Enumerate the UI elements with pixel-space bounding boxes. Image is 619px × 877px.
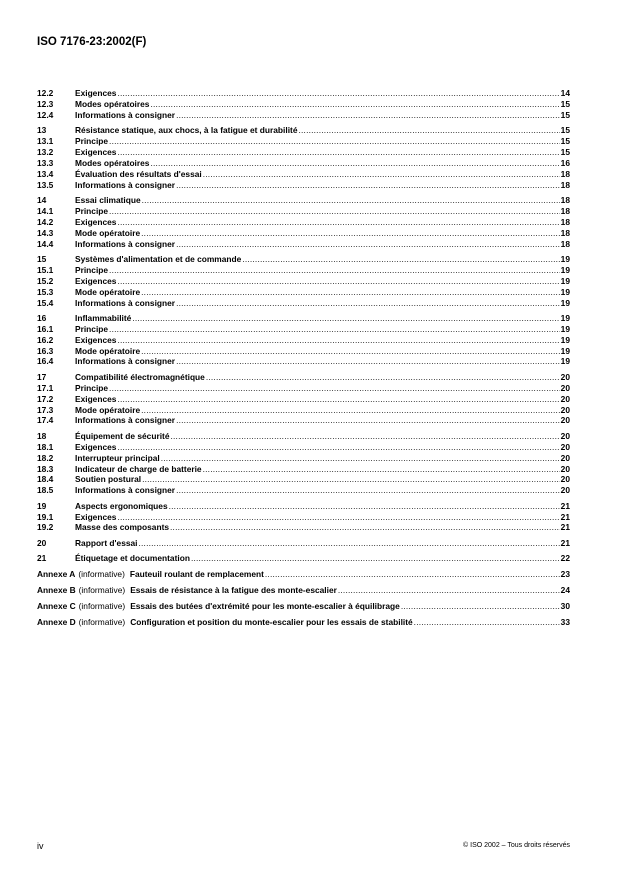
dot-leader	[117, 276, 559, 287]
toc-annex-entry[interactable]	[37, 617, 570, 628]
toc-entry-title: Exigences	[75, 88, 117, 98]
toc-entry-number: 13.2	[37, 146, 54, 157]
toc-entry-page: 16	[560, 157, 570, 168]
dot-leader	[338, 585, 560, 596]
toc-entry-page: 21	[560, 537, 570, 548]
toc-entry-title: Modes opératoires	[75, 157, 150, 168]
toc-entry-page: 19	[560, 334, 570, 345]
annex-page: 30	[560, 601, 570, 611]
toc-entry[interactable]	[37, 206, 570, 217]
toc-entry-title: Masse des composants	[75, 522, 170, 533]
dot-leader	[150, 99, 559, 110]
dot-leader	[203, 169, 560, 180]
toc-entry[interactable]	[37, 431, 570, 442]
dot-leader	[170, 431, 559, 442]
toc-entry-number: 18	[37, 430, 47, 441]
toc-entry[interactable]	[37, 265, 570, 276]
dot-leader	[176, 415, 560, 426]
toc-entry[interactable]	[37, 553, 570, 564]
dot-leader	[191, 553, 560, 564]
toc-entry-title: Mode opératoire	[75, 404, 141, 415]
toc-entry-number: 14.2	[37, 216, 54, 227]
toc-entry-number: 13.4	[37, 168, 54, 179]
toc-entry-number: 14.3	[37, 227, 54, 238]
toc-entry-title: Principe	[75, 136, 109, 147]
toc-entry-title: Exigences	[75, 146, 117, 157]
toc-entry[interactable]	[37, 239, 570, 250]
annex-title: Configuration et position du monte-escalier pour les essais de stabilité	[130, 617, 413, 628]
toc-entry-number: 17.4	[37, 415, 54, 426]
toc-entry-number: 16.3	[37, 345, 54, 356]
toc-entry[interactable]	[37, 442, 570, 453]
toc-entry[interactable]	[37, 195, 570, 206]
toc-entry[interactable]	[37, 324, 570, 335]
dot-leader	[109, 136, 560, 147]
toc-entry-page: 18	[560, 238, 570, 249]
toc-entry-number: 18.4	[37, 474, 54, 485]
toc-entry-page: 22	[560, 553, 570, 564]
toc-entry[interactable]	[37, 512, 570, 523]
toc-entry-title: Équipement de sécurité	[75, 430, 170, 441]
toc-entry[interactable]	[37, 453, 570, 464]
toc-entry-number: 18.5	[37, 485, 54, 496]
toc-entry[interactable]	[37, 125, 570, 136]
toc-entry-title: Exigences	[75, 216, 117, 227]
toc-entry[interactable]	[37, 254, 570, 265]
toc-entry-number: 18.3	[37, 463, 54, 474]
toc-entry-title: Informations à consigner	[75, 297, 176, 308]
toc-entry[interactable]	[37, 110, 570, 121]
toc-entry-number: 12.4	[37, 109, 54, 120]
toc-entry[interactable]	[37, 217, 570, 228]
toc-annex-entry[interactable]	[37, 601, 570, 612]
dot-leader	[117, 88, 559, 99]
toc-entry-title: Essai climatique	[75, 195, 141, 206]
toc-entry-number: 19	[37, 500, 47, 511]
toc-entry-page: 18	[560, 205, 570, 216]
toc-entry-page: 18	[560, 179, 570, 190]
toc-entry-page: 20	[560, 382, 570, 393]
toc-entry-title: Inflammabilité	[75, 312, 132, 323]
toc-entry-page: 20	[560, 393, 570, 404]
toc-entry-title: Informations à consigner	[75, 238, 176, 249]
toc-entry-page: 19	[560, 356, 570, 367]
toc-entry[interactable]	[37, 180, 570, 191]
toc-entry[interactable]	[37, 485, 570, 496]
annex-informative: (informative)	[78, 584, 126, 595]
annex-informative: (informative)	[78, 617, 126, 628]
toc-entry[interactable]	[37, 474, 570, 485]
toc-entry[interactable]	[37, 522, 570, 533]
toc-entry-title: Principe	[75, 382, 109, 393]
toc-entry-page: 20	[560, 404, 570, 415]
annex-page: 33	[560, 617, 570, 628]
dot-leader	[117, 147, 559, 158]
toc-entry-page: 15	[560, 146, 570, 157]
toc-entry-title: Modes opératoires	[75, 98, 150, 109]
toc-entry-number: 12.3	[37, 98, 54, 109]
toc-entry[interactable]	[37, 415, 570, 426]
toc-entry-title: Soutien postural	[75, 474, 142, 485]
toc-entry-number: 21	[37, 553, 47, 564]
toc-entry-number: 13.5	[37, 179, 54, 190]
dot-leader	[169, 501, 560, 512]
toc-entry-title: Exigences	[75, 511, 117, 522]
toc-entry-title: Principe	[75, 323, 109, 334]
dot-leader	[139, 538, 560, 549]
dot-leader	[117, 217, 559, 228]
toc-entry[interactable]	[37, 287, 570, 298]
annex-label: Annexe D	[37, 617, 76, 628]
toc-entry[interactable]	[37, 313, 570, 324]
annex-page: 24	[560, 584, 570, 595]
dot-leader	[117, 442, 559, 453]
toc-entry[interactable]	[37, 372, 570, 383]
toc-entry-number: 16	[37, 312, 47, 323]
toc-entry[interactable]	[37, 169, 570, 180]
toc-entry-page: 15	[560, 125, 570, 136]
dot-leader	[176, 110, 560, 121]
dot-leader	[141, 228, 560, 239]
toc-group	[37, 538, 570, 549]
toc-entry-number: 19.2	[37, 522, 54, 533]
document-header: ISO 7176-23:2002(F)	[37, 36, 147, 48]
toc-entry-number: 15.2	[37, 275, 54, 286]
toc-group	[37, 88, 570, 121]
toc-entry-number: 16.2	[37, 334, 54, 345]
toc-entry-page: 19	[560, 323, 570, 334]
toc-entry-title: Évaluation des résultats d'essai	[75, 168, 202, 179]
toc-entry-page: 15	[560, 98, 570, 109]
annex-title: Essais des butées d'extrémité pour les monte-escalier à équilibrage	[130, 601, 400, 611]
toc-entry[interactable]	[37, 356, 570, 367]
toc-entry-number: 14.1	[37, 205, 54, 216]
dot-leader	[203, 464, 560, 475]
toc-entry-page: 21	[560, 500, 570, 511]
toc-entry-number: 20	[37, 537, 47, 548]
dot-leader	[109, 265, 560, 276]
toc-entry[interactable]	[37, 136, 570, 147]
toc-entry-number: 15.4	[37, 297, 54, 308]
toc-entry-title: Compatibilité électromagnétique	[75, 371, 205, 382]
dot-leader	[176, 485, 560, 496]
toc-entry-page: 15	[560, 109, 570, 120]
toc-entry-title: Principe	[75, 264, 109, 275]
toc-entry-title: Mode opératoire	[75, 345, 141, 356]
toc-entry-page: 18	[560, 195, 570, 206]
toc-entry-title: Indicateur de charge de batterie	[75, 463, 202, 474]
toc-entry-number: 18.1	[37, 441, 54, 452]
toc-entry-number: 17.1	[37, 382, 54, 393]
toc-entry[interactable]	[37, 538, 570, 549]
dot-leader	[142, 195, 560, 206]
toc-entry-number: 12.2	[37, 88, 54, 98]
toc-entry-number: 16.4	[37, 356, 54, 367]
toc-entry-page: 20	[560, 430, 570, 441]
toc-entry-page: 14	[560, 88, 570, 98]
toc-entry[interactable]	[37, 501, 570, 512]
toc-entry-title: Résistance statique, aux chocs, à la fatigue et durabilité	[75, 125, 298, 136]
toc-entry-page: 20	[560, 485, 570, 496]
toc-entry-title: Exigences	[75, 334, 117, 345]
toc-entry-page: 19	[560, 312, 570, 323]
dot-leader	[150, 158, 559, 169]
toc-group	[37, 372, 570, 426]
annex-page: 23	[560, 568, 570, 579]
toc-entry[interactable]	[37, 158, 570, 169]
toc-entry-page: 20	[560, 463, 570, 474]
toc-entry-page: 19	[560, 345, 570, 356]
toc-entry-page: 18	[560, 227, 570, 238]
toc-entry-title: Étiquetage et documentation	[75, 553, 190, 564]
toc-entry-page: 20	[560, 452, 570, 463]
toc-entry-page: 21	[560, 511, 570, 522]
toc-entry-page: 20	[560, 441, 570, 452]
dot-leader	[298, 125, 559, 136]
annex-informative: (informative)	[78, 601, 126, 611]
annex-label: Annexe B	[37, 584, 76, 595]
toc-entry-number: 13.1	[37, 136, 54, 147]
annex-title: Fauteuil roulant de remplacement	[129, 568, 264, 579]
toc-entry-title: Mode opératoire	[75, 286, 141, 297]
dot-leader	[206, 372, 560, 383]
toc-entry-page: 19	[560, 286, 570, 297]
toc-entry-number: 14.4	[37, 238, 54, 249]
toc-entry-number: 15	[37, 253, 47, 264]
toc-entry-page: 19	[560, 264, 570, 275]
toc-group	[37, 254, 570, 308]
toc-entry-number: 17.2	[37, 393, 54, 404]
dot-leader	[141, 287, 560, 298]
dot-leader	[176, 180, 560, 191]
dot-leader	[401, 601, 560, 612]
toc-entry[interactable]	[37, 405, 570, 416]
toc-entry-page: 18	[560, 168, 570, 179]
toc-group	[37, 125, 570, 190]
toc-entry-number: 13.3	[37, 157, 54, 168]
toc-entry-number: 15.3	[37, 286, 54, 297]
annex-label: Annexe C	[37, 601, 76, 611]
toc-entry-page: 19	[560, 297, 570, 308]
toc-entry[interactable]	[37, 228, 570, 239]
toc-entry-page: 19	[560, 253, 570, 264]
toc-group	[37, 313, 570, 367]
toc-entry[interactable]	[37, 88, 570, 99]
annex-label: Annexe A	[37, 568, 76, 579]
toc-entry-page: 15	[560, 136, 570, 147]
dot-leader	[117, 394, 559, 405]
toc-entry[interactable]	[37, 147, 570, 158]
dot-leader	[161, 453, 560, 464]
toc-entry-title: Exigences	[75, 441, 117, 452]
toc-group	[37, 431, 570, 496]
toc-entry-title: Informations à consigner	[75, 356, 176, 367]
toc-entry-page: 21	[560, 522, 570, 533]
toc-entry[interactable]	[37, 394, 570, 405]
dot-leader	[109, 383, 560, 394]
annex-title: Essais de résistance à la fatigue des monte-escalier	[130, 584, 337, 595]
toc-entry-title: Exigences	[75, 393, 117, 404]
dot-leader	[176, 239, 560, 250]
toc-entry-number: 17.3	[37, 404, 54, 415]
annex-informative: (informative)	[78, 568, 125, 579]
toc-entry-title: Principe	[75, 205, 109, 216]
table-of-contents	[37, 88, 570, 633]
toc-entry[interactable]	[37, 346, 570, 357]
toc-entry-title: Systèmes d'alimentation et de commande	[75, 253, 242, 264]
toc-entry-page: 20	[560, 415, 570, 426]
copyright-notice: © ISO 2002 – Tous droits réservés	[463, 842, 570, 849]
toc-entry-number: 17	[37, 371, 47, 382]
dot-leader	[242, 254, 559, 265]
toc-entry-title: Mode opératoire	[75, 227, 141, 238]
toc-entry[interactable]	[37, 276, 570, 287]
toc-entry-page: 20	[560, 474, 570, 485]
toc-entry-number: 13	[37, 125, 47, 136]
dot-leader	[170, 522, 560, 533]
toc-entry-title: Interrupteur principal	[75, 452, 160, 463]
toc-group	[37, 553, 570, 564]
toc-entry-title: Aspects ergonomiques	[75, 500, 168, 511]
toc-group	[37, 501, 570, 534]
toc-entry[interactable]	[37, 335, 570, 346]
toc-entry-number: 16.1	[37, 323, 54, 334]
dot-leader	[142, 474, 560, 485]
toc-entry-title: Informations à consigner	[75, 485, 176, 496]
dot-leader	[109, 324, 560, 335]
dot-leader	[176, 356, 560, 367]
toc-entry[interactable]	[37, 99, 570, 110]
toc-entry-title: Informations à consigner	[75, 415, 176, 426]
toc-entry-page: 19	[560, 275, 570, 286]
dot-leader	[176, 298, 560, 309]
dot-leader	[141, 346, 560, 357]
dot-leader	[265, 569, 560, 580]
dot-leader	[117, 335, 559, 346]
toc-entry-number: 19.1	[37, 511, 54, 522]
toc-entry-title: Informations à consigner	[75, 109, 176, 120]
dot-leader	[117, 512, 559, 523]
toc-entry-title: Informations à consigner	[75, 179, 176, 190]
toc-entry-title: Exigences	[75, 275, 117, 286]
toc-group	[37, 195, 570, 249]
toc-entry-page: 20	[560, 371, 570, 382]
toc-entry-title: Rapport d'essai	[75, 537, 138, 548]
dot-leader	[132, 313, 559, 324]
dot-leader	[141, 405, 560, 416]
toc-entry[interactable]	[37, 464, 570, 475]
toc-entry-page: 18	[560, 216, 570, 227]
dot-leader	[414, 617, 560, 628]
toc-entry-number: 14	[37, 195, 47, 206]
toc-entry[interactable]	[37, 298, 570, 309]
page-number: iv	[37, 841, 44, 851]
toc-entry-number: 15.1	[37, 264, 54, 275]
toc-annex-entry[interactable]	[37, 569, 570, 580]
toc-entry-number: 18.2	[37, 452, 54, 463]
toc-annex-entry[interactable]	[37, 585, 570, 596]
dot-leader	[109, 206, 560, 217]
toc-entry[interactable]	[37, 383, 570, 394]
